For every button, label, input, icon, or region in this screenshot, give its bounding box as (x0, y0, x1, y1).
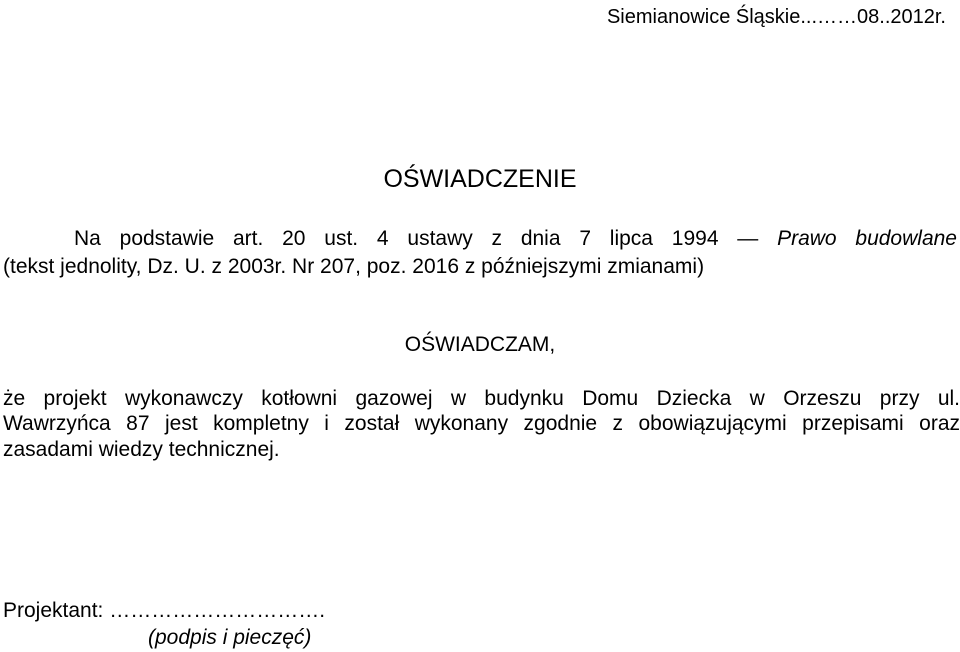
legal-basis-prefix: Na podstawie art. 20 ust. 4 ustawy z dnia 7 lipca 1994 — (74, 227, 778, 250)
designer-label: Projektant: …………………………. (3, 599, 326, 622)
signature-note: (podpis i pieczęć) (148, 626, 312, 649)
legal-basis-line-2: (tekst jednolity, Dz. U. z 2003r. Nr 207, poz. 2016 z późniejszymi zmianami) (3, 255, 705, 278)
declaration-body-line-3: zasadami wiedzy technicznej. (3, 438, 280, 461)
declaration-body-line-2: Wawrzyńca 87 jest kompletny i został wykonany zgodnie z obowiązującymi przepisami oraz (3, 412, 960, 435)
act-name: Prawo budowlane (777, 227, 957, 250)
legal-basis-line-1 (74, 226, 957, 252)
place-and-date: Siemianowice Śląskie...……08..2012r. (606, 6, 946, 28)
declaration-heading: OŚWIADCZAM, (404, 333, 556, 356)
document-title: OŚWIADCZENIE (383, 165, 577, 193)
declaration-body-line-1: że projekt wykonawczy kotłowni gazowej w budynku Domu Dziecka w Orzeszu przy ul. (3, 387, 960, 410)
